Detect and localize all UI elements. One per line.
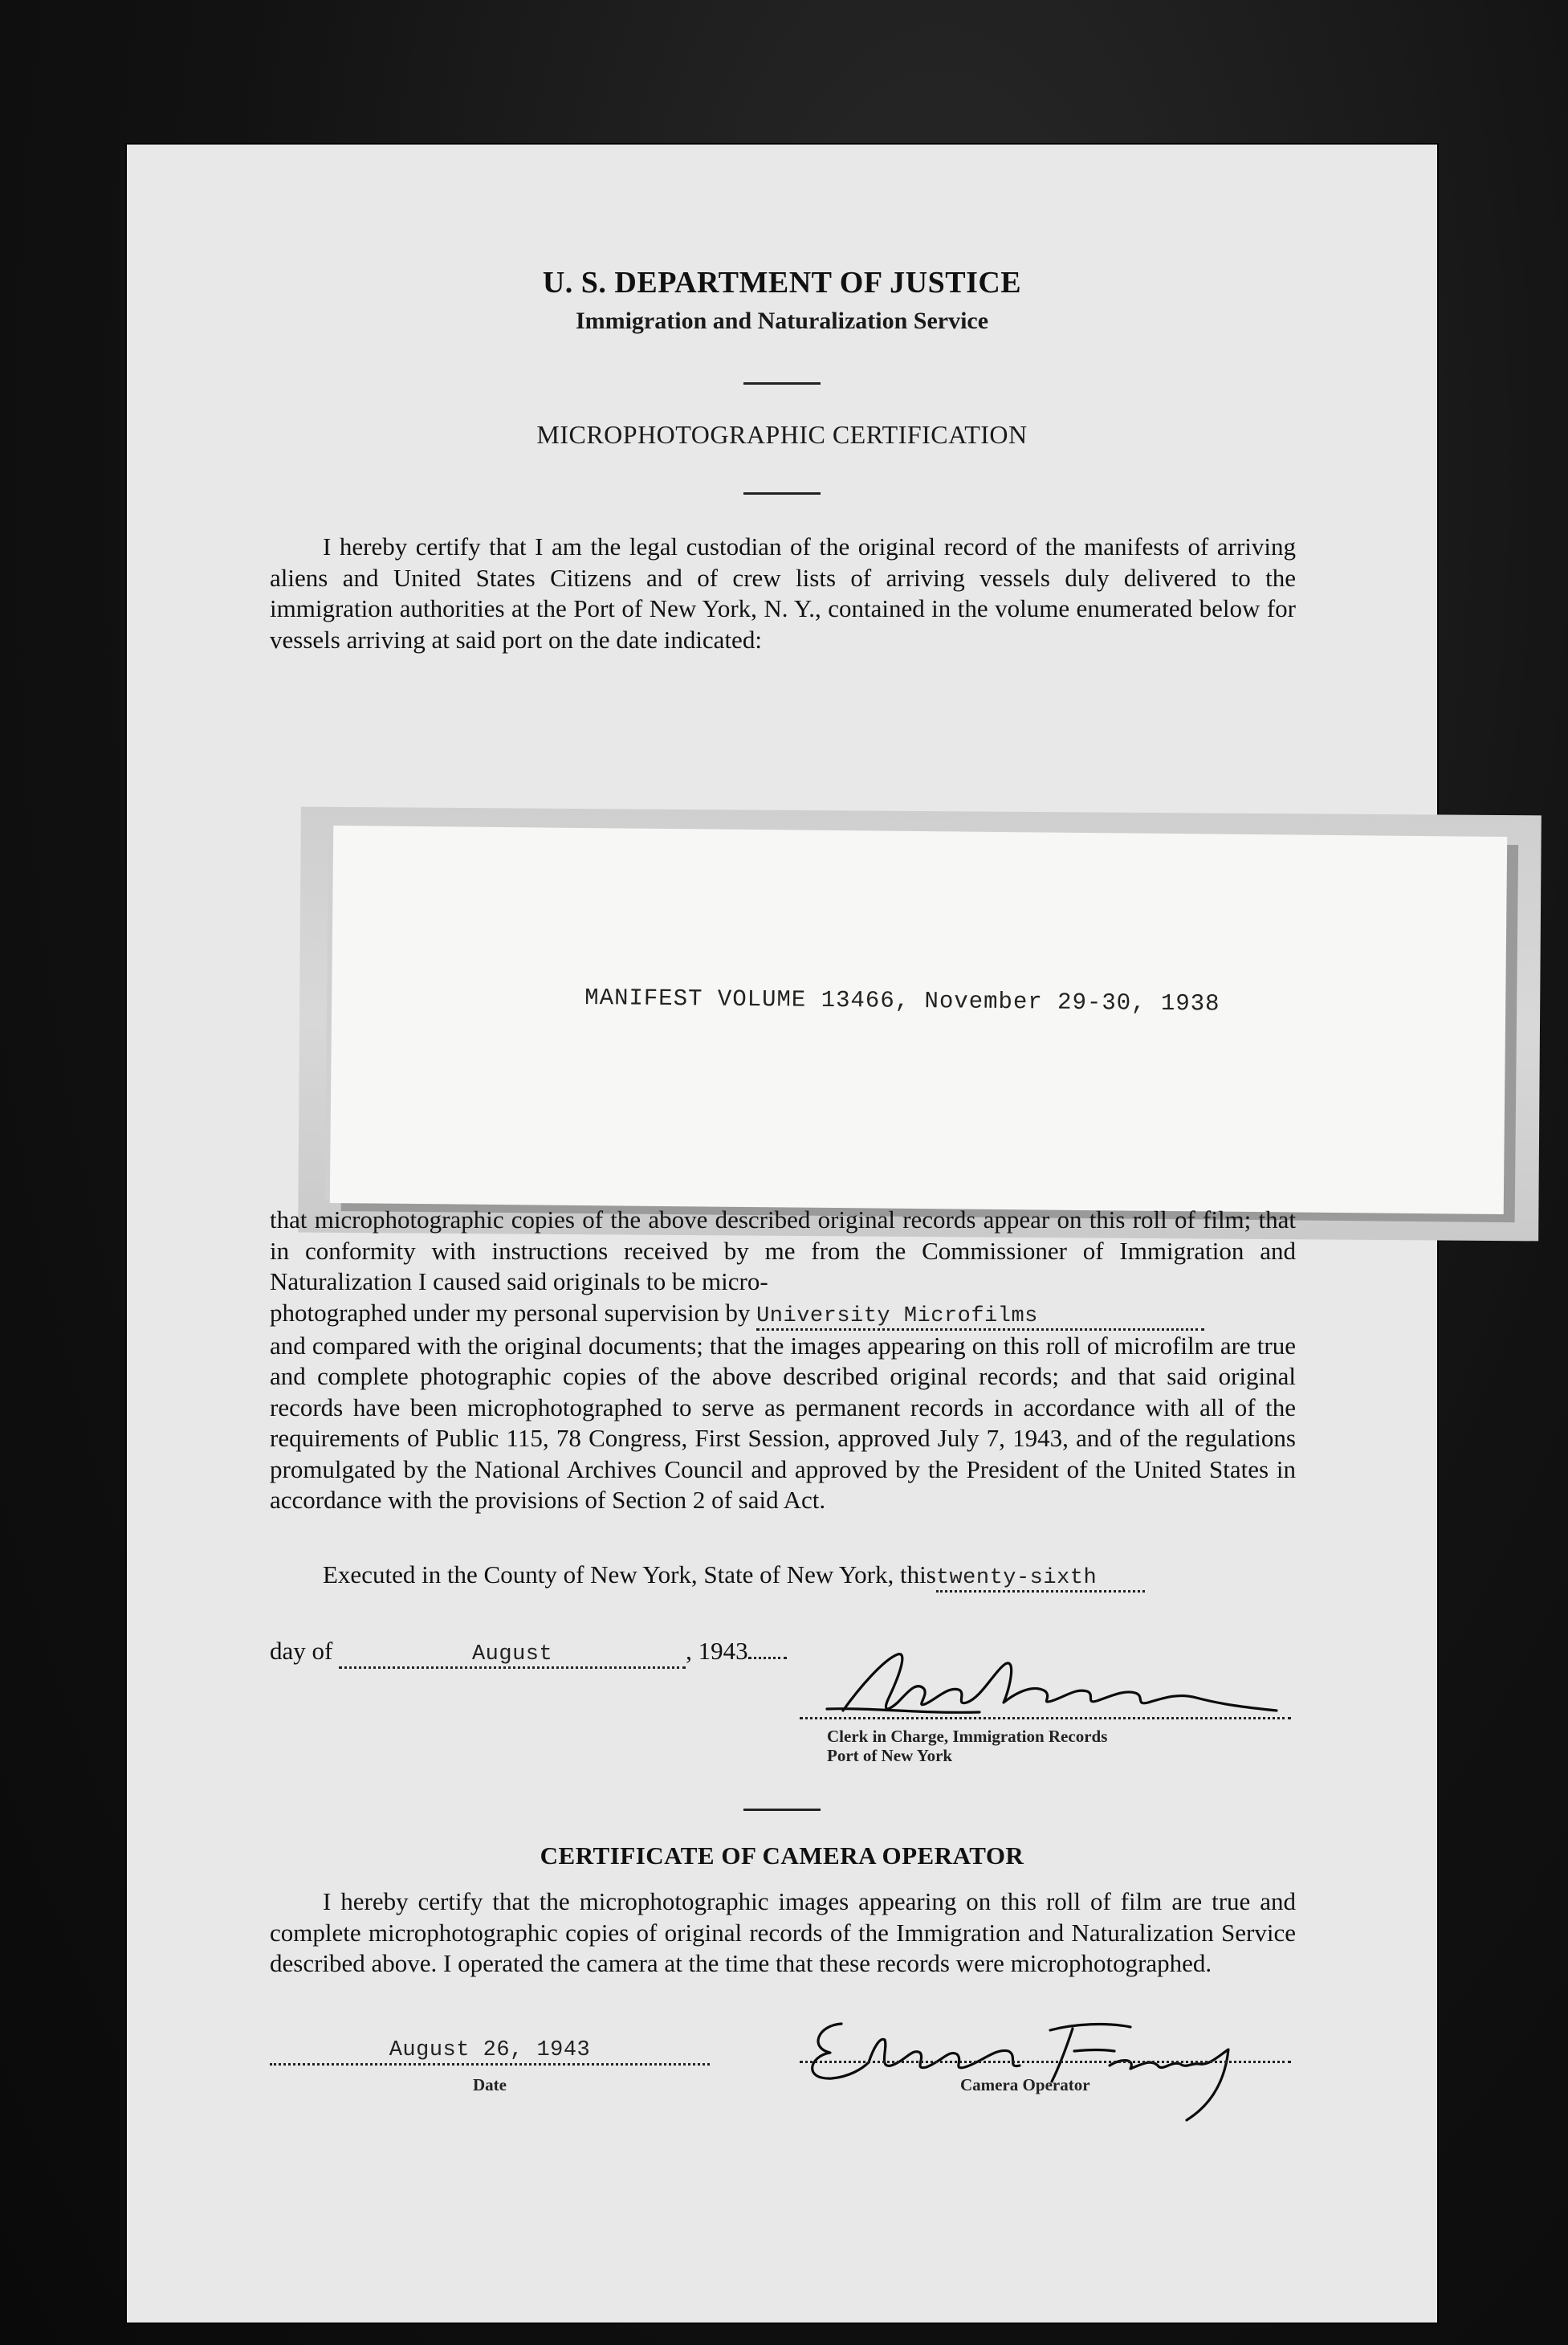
clerk-signature	[795, 1640, 1293, 1728]
camera-certificate-text: I hereby certify that the microphotographic images appearing on this roll of film are true and complete microphotographic copies of original records of the Immigration and Naturalization Service described above. I operated the camera at the time that these records were microphotographed.	[270, 1887, 1296, 1977]
camera-date-field: August 26, 1943	[270, 2037, 710, 2066]
divider	[743, 382, 821, 385]
camera-operator-label: Camera Operator	[960, 2075, 1090, 2094]
year-text: , 1943	[686, 1637, 748, 1665]
copies-text-part3: and compared with the original documents; that the images appearing on this roll of microfilm are true and complete photographic copies of the above described original records; and that said original records have been microphotographed to serve as permanent records in accordance with all of the requirements of Public 115, 78 Congress, First Session, approved July 7, 1943, and of the regulations promulgated by the National Archives Council and approved by the President of the United States in accordance with the provisions of Section 2 of said Act.	[270, 1331, 1296, 1514]
clerk-title-line2: Port of New York	[827, 1746, 953, 1765]
clerk-signature-line	[800, 1717, 1291, 1719]
camera-certificate-paragraph	[270, 1886, 1296, 1980]
custodian-text: I hereby certify that I am the legal custodian of the original record of the manifests of arriving aliens and United States Citizens and of crew lists of arriving vessels duly delivered to the immigration authorities at the Port of New York, N. Y., contained in the volume enumerated below for vessels arriving at said port on the date indicated:	[270, 532, 1296, 654]
executed-line	[323, 1560, 1296, 1593]
volume-slip-text: MANIFEST VOLUME 13466, November 29-30, 1938	[584, 985, 1220, 1018]
clerk-title-line1: Clerk in Charge, Immigration Records	[827, 1727, 1108, 1746]
day-of-line	[270, 1636, 832, 1669]
divider	[743, 492, 821, 495]
certification-page	[127, 145, 1437, 2323]
executed-text: Executed in the County of New York, State of New York, this	[323, 1560, 936, 1588]
copies-text-part2: photographed under my personal supervision by	[270, 1298, 751, 1327]
camera-certificate-title: CERTIFICATE OF CAMERA OPERATOR	[540, 1841, 1024, 1870]
day-of-label: day of	[270, 1637, 333, 1665]
clerk-title	[827, 1727, 1244, 1765]
custodian-paragraph	[270, 532, 1296, 655]
month-field: August	[339, 1642, 686, 1669]
year-dots	[748, 1657, 787, 1659]
copies-text-part1: that microphotographic copies of the above described original records appear on this roll of film; that in conformity with instructions received by me from the Commissioner of Immigration and Naturalization I caused said originals to be micro-	[270, 1205, 1296, 1295]
camera-operator-line	[800, 2061, 1291, 2063]
supervisor-field: University Microfilms	[756, 1304, 1204, 1331]
certification-title: MICROPHOTOGRAPHIC CERTIFICATION	[536, 420, 1028, 449]
camera-operator-signature	[785, 1992, 1251, 2128]
divider	[743, 1809, 821, 1811]
camera-date-label: Date	[473, 2075, 507, 2094]
day-ordinal-field: twenty-sixth	[936, 1566, 1145, 1593]
service-subtitle: Immigration and Naturalization Service	[575, 308, 989, 334]
copies-paragraph	[270, 1205, 1296, 1516]
volume-slip	[330, 826, 1507, 1214]
department-title: U. S. DEPARTMENT OF JUSTICE	[542, 266, 1022, 300]
